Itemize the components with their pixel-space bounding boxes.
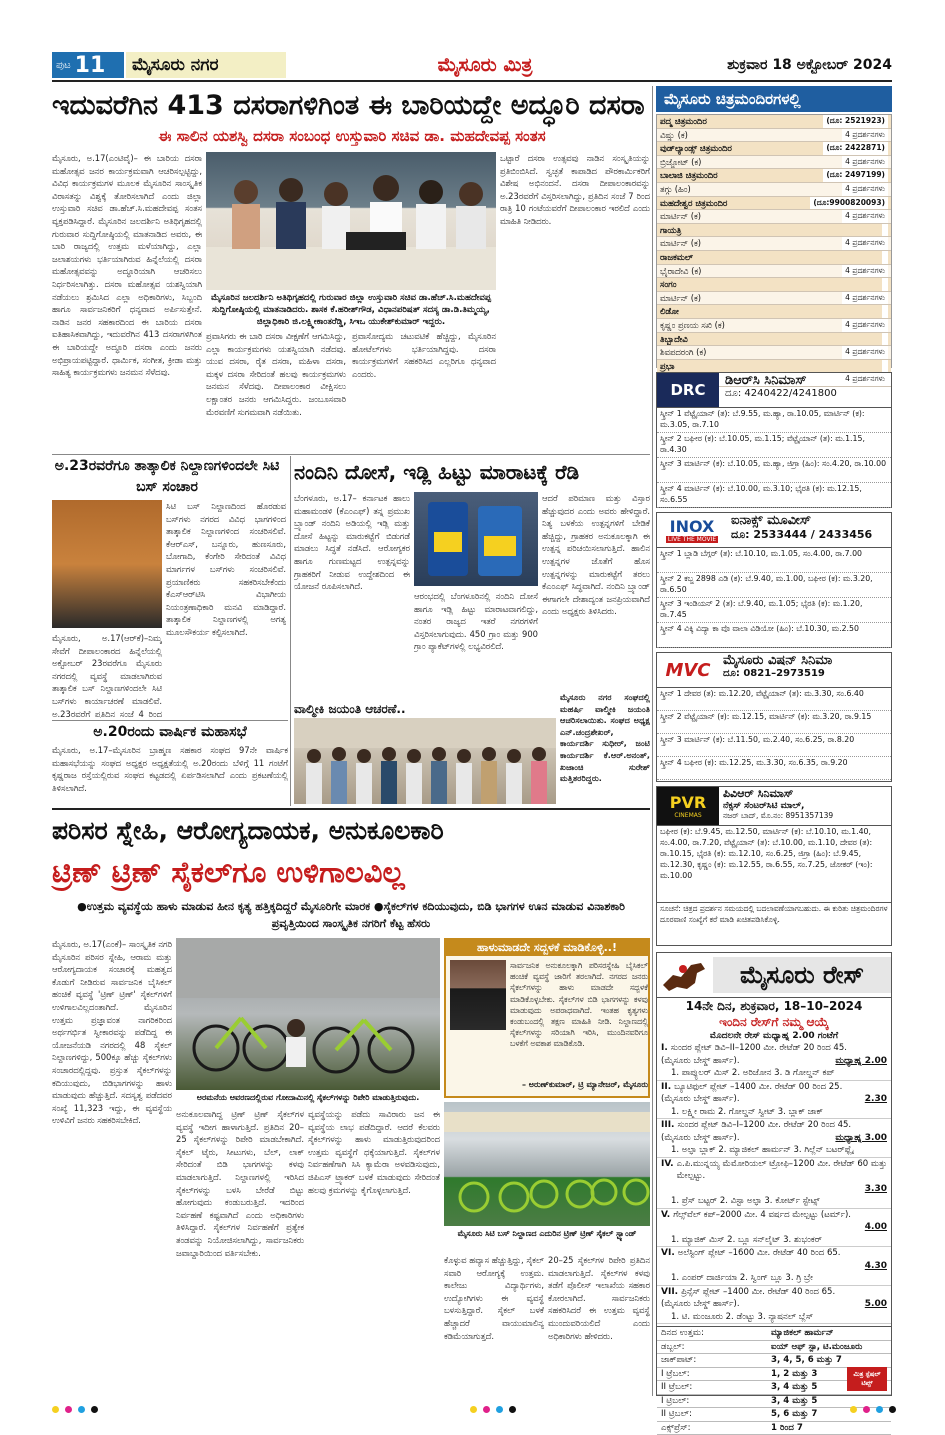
- cycle-headline-2: ಟ್ರಿಣ್ ಟ್ರಿಣ್ ಸೈಕಲ್‌ಗೂ ಉಳಿಗಾಲವಿಲ್ಲ: [52, 850, 650, 894]
- cinema-name: ಕೃಷ್ಣಂ ಪ್ರಣಯ ಸಖಿ (ಕ): [660, 319, 725, 332]
- cinema-row: [657, 305, 891, 319]
- issue-date: ಶುಕ್ರವಾರ 18 ಅಕ್ಟೋಬರ್ 2024: [640, 52, 892, 78]
- cinema-name: ಪ್ರಭಾ: [660, 360, 674, 373]
- race-sub: (ಮೈಸೂರು ಬೇಸ್ಡ್ ಹಾರ್ಸ್).: [661, 1132, 740, 1145]
- pvr-showtimes: ಬಘೀರ (ಕ): ಬೆ.9.45, ಮ.12.50, ಮಾರ್ಟಿನ್ (ಕ): ಬೆ.10.10, ಮ.1.40, ಸಂ.4.00, ರಾ.7.20, ವೆಟ್ಟೈಯಾನ್ (ತ): ಬೆ.10.00, ಮ.1.10, ದೇವರ (ತ): ರಾ.10.15, ಭೈರತಿ (ಕ): ಮ.12.10, ಸಂ.6.25, ಜಿಗ್ರಾ (ಹಿಂ): ಬೆ.9.45, ಮ.12.30, ಕೃಷ್ಣಂ (ಕ): ಮ.12.55, ರಾ.6.55, ಸಂ.7.25, ಜೋಕರ್ (ಇಂ): ಮ.10.00: [657, 826, 891, 903]
- cinema-info: (ದೂ:9900820093): [810, 197, 888, 210]
- race-summary-value: 1, 2 ಮತ್ತು 3: [771, 1368, 817, 1381]
- cinema-name: ಮಹದೇಶ್ವರ ಚಿತ್ರಮಂದಿರ: [660, 197, 727, 210]
- cinema-name: ಮಾರ್ಟಿನ್ (ಕ): [660, 237, 701, 250]
- race-pick: 1. ಪಾಪ್ಯುಲರ್ ಮಿಸ್ 2. ಅರಿಜೋನ 3. ಡಿ ಗೋಲ್ಡನ್ ಕಪ್: [661, 1067, 887, 1080]
- race-time: 5.00: [865, 1298, 887, 1311]
- group-illustration: [294, 718, 556, 804]
- bike-stand-illustration: [444, 1102, 650, 1226]
- race-number: VI.: [661, 1247, 675, 1260]
- race-entry: [657, 1081, 891, 1120]
- cinema-name: ಶಿವಪದರಂಗಿ (ಕ): [660, 346, 706, 359]
- notice-title: ಹಾಳುಮಾಡದೇ ಸದ್ಬಳಕೆ ಮಾಡಿಕೊಳ್ಳಿ..!: [446, 940, 648, 956]
- bus-column-1: ಮೈಸೂರು, ಅ.17(ಆರ್‌ಕೆ)–ನಿಮ್ಮ ಸೇವೆಗೆ ದೀಪಾಲಂಕಾರದ ಹಿನ್ನೆಲೆಯಲ್ಲಿ ಅಕ್ಟೋಬರ್ 23ರವರೆಗೂ ಮೈಸೂರು ನಗರದಲ್ಲಿ ವ್ಯವಸ್ಥೆ ಮಾಡಲಾಗಿರುವ ತಾತ್ಕಾಲಿಕ ಬಸ್ ನಿಲ್ದಾಣಗಳಿಂದಲೇ ಸಿಟಿ ಬಸ್‌ಗಳು ಕಾರ್ಯಾಚರಣೆ ಮಾಡಲಿವೆ. ಅ.23ರವರೆಗೆ ಪ್ರತಿದಿನ ಸಂಜೆ 4 ರಿಂದ: [52, 632, 162, 718]
- race-name: ಪ್ರಿನ್ಸೆಸ್ ಪ್ಲೇಟ್ –1400 ಮೀ. ರೇಟೆಡ್ 40 ರಿಂದ 65.: [681, 1286, 887, 1299]
- inox-showtimes: [657, 548, 891, 648]
- drc-show-row: ಸ್ಕ್ರೀನ್ 2 ಬಘೀರ (ಕ): ಬೆ.10.05, ಮ.1.15; ವೆಟ್ಟೈಯಾನ್ (ತ): ಮ.1.15, ರಾ.4.30: [657, 433, 891, 458]
- cinema-name: ಮಾರ್ಟಿನ್ (ಕ): [660, 210, 701, 223]
- nandini-headline: ನಂದಿನಿ ದೋಸೆ, ಇಡ್ಲಿ ಹಿಟ್ಟು ಮಾರಾಟಕ್ಕೆ ರೆಡಿ: [294, 456, 650, 488]
- drc-logo: DRC: [657, 373, 719, 407]
- registration-dots-right: [850, 1404, 896, 1414]
- bus-column-2: ಸಿಟಿ ಬಸ್ ನಿಲ್ದಾಣದಿಂದ ಹೊರಡುವ ಬಸ್‌ಗಳು ನಗರದ ವಿವಿಧ ಭಾಗಗಳಿಂದ ತಾತ್ಕಾಲಿಕ ನಿಲ್ದಾಣಗಳಿಂದ ಸಂಚರಿಸಲಿವೆ. ಕೆಆರ್‌ಎಸ್, ಬನ್ನೂರು, ಹುಣಸೂರು, ಬೋಗಾದಿ, ಕೆಂಗೇರಿ ಸೇರಿದಂತೆ ವಿವಿಧ ಮಾರ್ಗಗಳ ಬಸ್‌ಗಳು ಸಂಚರಿಸಲಿವೆ. ಪ್ರಯಾಣಿಕರು ಸಹಕರಿಸಬೇಕೆಂದು ಕೆಎಸ್‌ಆರ್‌ಟಿಸಿ ವಿಭಾಗೀಯ ನಿಯಂತ್ರಣಾಧಿಕಾರಿ ಮನವಿ ಮಾಡಿದ್ದಾರೆ. ತಾತ್ಕಾಲಿಕ ನಿಲ್ದಾಣಗಳಲ್ಲಿ ಅಗತ್ಯ ಮೂಲಸೌಕರ್ಯ ಕಲ್ಪಿಸಲಾಗಿದೆ.: [166, 500, 286, 718]
- race-first-time: ಮೊದಲನೇ ರೇಸ್ ಮಧ್ಯಾಹ್ನ 2.00 ಗಂಟೆಗೆ: [657, 1030, 891, 1042]
- cinema-info: 4 ಪ್ರದರ್ಶನಗಳು: [842, 373, 888, 386]
- mvc-show-row: ಸ್ಕ್ರೀನ್ 2 ವೆಟ್ಟೈಯಾನ್ (ಕ): ಮ.12.15, ಮಾರ್ಟಿನ್ (ಕ): ಮ.3.20, ರಾ.9.15: [657, 711, 891, 734]
- cinema-row: [657, 224, 891, 238]
- race-entry: [657, 1209, 891, 1248]
- race-number: VII.: [661, 1286, 678, 1299]
- inox-phone: ದೂ: 2533444 / 2433456: [731, 528, 891, 542]
- inox-tagline: LIVE THE MOVIE: [666, 536, 718, 543]
- repair-illustration: [176, 938, 440, 1090]
- race-time: 3.30: [865, 1183, 887, 1196]
- drc-box: [656, 372, 892, 508]
- page-label: ಪುಟ: [56, 60, 71, 71]
- cinema-row: [657, 237, 891, 251]
- cycle2-column-2: 20–25 ಸೈಕಲ್‌ಗಳ ರಿಪೇರಿ ಪ್ರತಿದಿನ ಮಾಡಲಾಗುತ್ತಿದೆ. ಸೈಕಲ್‌ಗಳ ಕಳವು ತಡೆಗೆ ಪೊಲೀಸ್ ಇಲಾಖೆಯ ಸಹಕಾರ ಕೋರಲಾಗಿದೆ. ಸಾರ್ವಜನಿಕರು ಸಹಕರಿಸಿದರೆ ಈ ಉತ್ತಮ ವ್ಯವಸ್ಥೆ ಮುಂದುವರಿಯಲಿದೆ ಎಂದು ಅಧಿಕಾರಿಗಳು ಹೇಳಿದರು.: [548, 1254, 650, 1394]
- cinema-name: ಸಂಗಂ: [660, 278, 676, 291]
- race-time: 4.30: [865, 1260, 887, 1273]
- pvr-subname: ನೆಕ್ಸಸ್ ಸೆಂಟರ್‌ಸಿಟಿ ಮಾಲ್,: [723, 801, 891, 811]
- race-summary-key: II ಟ್ರಿಬಲ್:: [661, 1408, 771, 1421]
- header-rule: [52, 80, 892, 82]
- cinema-name: ತಿಬ್ಬಾದೇವಿ: [660, 333, 688, 346]
- cycle-headline-1: ಪರಿಸರ ಸ್ನೇಹಿ, ಆರೋಗ್ಯದಾಯಕ, ಅನುಕೂಲಕಾರಿ: [52, 812, 650, 850]
- race-pick: 1. ಪ್ರೆಸ್ ಬಟ್ಟರ್ 2. ವಿಸ್ಟಾ ಅಲ್ಫಾ 3. ಕೋರ್ಟ್ ಸ್ಟೇಟ್ಸ್: [661, 1195, 887, 1208]
- race-entry-line2: [661, 1221, 887, 1234]
- race-summary-key: ಎಕ್ಸ್‌ಪ್ರೆಸ್:: [661, 1422, 771, 1435]
- divider: [52, 808, 650, 810]
- divider: [652, 86, 653, 1396]
- race-summary-key: ಜಾಕ್‌ಪಾಟ್:: [661, 1354, 771, 1367]
- cinema-info: (ದೂ: 2422871): [823, 142, 888, 155]
- dot: [91, 1406, 98, 1413]
- race-entry-line: [661, 1286, 887, 1299]
- cinema-info: 4 ಪ್ರದರ್ಶನಗಳು: [842, 319, 888, 332]
- inox-name: ಐನಾಕ್ಸ್ ಮೂವೀಸ್: [731, 513, 891, 528]
- cinema-row: [657, 115, 891, 129]
- cinema-row: [657, 251, 891, 265]
- cinema-info: [882, 333, 888, 346]
- race-summary-key: II ಟ್ರೆಬಲ್:: [661, 1381, 771, 1394]
- page-number-badge: [52, 52, 124, 78]
- cinema-name: ವುಡ್‌ಲ್ಯಾಂಡ್ಸ್ ಚಿತ್ರಮಂದಿರ: [660, 142, 732, 155]
- notice-byline: – ಅರುಣ್‌ಕುಮಾರ್, ಟ್ರಿ ಮ್ಯಾನೇಜರ್, ಮೈಸೂರು: [450, 1080, 648, 1090]
- dot: [52, 1406, 59, 1413]
- cinema-info: 4 ಪ್ರದರ್ಶನಗಳು: [842, 183, 888, 196]
- race-summary-value: 1 ರಿಂದ 7: [771, 1422, 803, 1435]
- cinema-info: 4 ಪ್ರದರ್ಶನಗಳು: [842, 265, 888, 278]
- press-meet-photo: [206, 152, 496, 290]
- race-entry-line: [661, 1209, 887, 1222]
- race-pick: 1. ಲಕ್ಷ್ಮೀ ರಾಮ 2. ಗೋಲ್ಡನ್ ಸ್ವೀಟ್ 3. ಬ್ಲಾಕ್ ಜಾಕ್: [661, 1106, 887, 1119]
- race-time: 2.30: [865, 1093, 887, 1106]
- lead-subheadline: ಈ ಸಾಲಿನ ಯಶಸ್ವಿ ದಸರಾ ಸಂಬಂಧ ಉಸ್ತುವಾರಿ ಸಚಿವ ಡಾ. ಮಹದೇವಪ್ಪ ಸಂತಸ: [52, 127, 652, 149]
- cinema-info: 4 ಪ್ರದರ್ಶನಗಳು: [842, 156, 888, 169]
- race-time: ಮಧ್ಯಾಹ್ನ 3.00: [835, 1132, 887, 1145]
- cinema-info: [882, 224, 888, 237]
- divider: [52, 454, 650, 455]
- drc-phone: ದೂ: 4240422/4241800: [725, 388, 891, 399]
- drc-showtimes: [657, 408, 891, 508]
- dot: [889, 1406, 896, 1413]
- notice-text: ಸಾರ್ವಜನಿಕ ಅನುಕೂಲಕ್ಕಾಗಿ ಪರಿಸರಸ್ನೇಹಿ ಬೈಸಿಕಲ್ ಹಂಚಿಕೆ ವ್ಯವಸ್ಥೆ ಜಾರಿಗೆ ತರಲಾಗಿದೆ. ನಗರದ ಜನರು ಸೈಕಲ್‌ಗಳನ್ನು ಹಾಳು ಮಾಡದೇ ಸದ್ಬಳಕೆ ಮಾಡಿಕೊಳ್ಳಬೇಕು. ಸೈಕಲ್‌ಗಳ ಬಿಡಿ ಭಾಗಗಳನ್ನು ಕಳವು ಮಾಡುವುದು ಅಪರಾಧವಾಗಿದೆ. ಇಂತಹ ಕೃತ್ಯಗಳು ಕಂಡುಬಂದಲ್ಲಿ ತಕ್ಷಣ ಮಾಹಿತಿ ನೀಡಿ. ನಿಲ್ದಾಣದಲ್ಲಿ ಸೈಕಲ್‌ಗಳನ್ನು ಸರಿಯಾಗಿ ಇರಿಸಿ, ಮುಂದಿನವರಿಗೂ ಬಳಕೆಗೆ ಅವಕಾಶ ಮಾಡಿಕೊಡಿ.: [510, 960, 648, 1078]
- valmiki-group-photo: [294, 718, 556, 804]
- dot: [876, 1406, 883, 1413]
- cinema-info: (ದೂ: 2521923): [823, 115, 888, 128]
- cinema-info: (ದೂ: 2497199): [823, 169, 888, 182]
- lead-headline: ಇದುವರೆಗಿನ 413 ದಸರಾಗಳಿಗಿಂತ ಈ ಬಾರಿಯದ್ದೇ ಅದ್ಧೂರಿ ದಸರಾ: [52, 86, 652, 126]
- race-summary-value: 3, 4 ಮತ್ತು 5: [771, 1381, 817, 1394]
- cinema-row: [657, 197, 891, 211]
- cinema-info: 4 ಪ್ರದರ್ಶನಗಳು: [842, 292, 888, 305]
- inox-show-row: ಸ್ಕ್ರೀನ್ 3 ಇಂಡಿಯನ್ 2 (ತ): ಬೆ.9.40, ಮ.1.05; ಭೈರತಿ (ಕ): ಮ.1.20, ರಾ.7.45: [657, 598, 891, 623]
- race-time: ಮಧ್ಯಾಹ್ನ 2.00: [835, 1055, 887, 1068]
- inox-show-row: ಸ್ಕ್ರೀನ್ 4 ವಿಕ್ಕಿ ವಿದ್ಯಾ ಕಾ ವೊ ವಾಲಾ ವಿಡಿಯೋ (ಹಿಂ): ಬೆ.10.30, ಮ.2.50: [657, 623, 891, 648]
- race-day: 14ನೇ ದಿನ, ಶುಕ್ರವಾರ, 18–10–2024: [657, 998, 891, 1014]
- bus-signboard-photo: [52, 500, 162, 628]
- mvc-show-row: ಸ್ಕ್ರೀನ್ 1 ದೇವರ (ತ): ಮ.12.20, ವೆಟ್ಟೈಯಾನ್ (ತ): ಮ.3.30, ಸಂ.6.40: [657, 688, 891, 711]
- batter-pack-illustration: [414, 492, 538, 586]
- pvr-logo-text: PVR: [670, 793, 706, 812]
- cycle-column-3: ವ್ಯವಸ್ಥೆಯನ್ನು ಪಡೆದು ಸಾವಿರಾರು ಜನ ಈ ವ್ಯವಸ್ಥೆಯ ಲಾಭ ಪಡೆದಿದ್ದಾರೆ. ಆದರೆ ಕೆಲವರು ಸೈಕಲ್‌ಗಳನ್ನು ಹಾಳು ಮಾಡುತ್ತಿರುವುದರಿಂದ ಉತ್ತಮ ವ್ಯವಸ್ಥೆಗೆ ಧಕ್ಕೆಯಾಗುತ್ತಿದೆ. ಸೈಕಲ್‌ಗಳ ನಿರ್ವಹಣೆಗಾಗಿ ಸಿಸಿ ಕ್ಯಾಮೆರಾ ಅಳವಡಿಸುವುದು, ಜಿಪಿಎಸ್ ಟ್ರ್ಯಾಕರ್ ಬಳಕೆ ಮಾಡುವುದು ಸೇರಿದಂತೆ ಹಲವು ಕ್ರಮಗಳನ್ನು ಕೈಗೊಳ್ಳಲಾಗುತ್ತಿದೆ.: [308, 1108, 440, 1394]
- pvr-box: [656, 786, 892, 946]
- cycle-stand-photo: [444, 1102, 650, 1226]
- race-number: I.: [661, 1042, 668, 1055]
- cinema-row: [657, 156, 891, 170]
- race-entry-line: [661, 1247, 887, 1260]
- inox-box: [656, 512, 892, 648]
- lead-column-3: ಪ್ರವಾಸೋದ್ಯಮ ಚಟುವಟಿಕೆ ಹೆಚ್ಚಿದ್ದು, ಮೈಸೂರಿನ ಹೋಟೆಲ್‌ಗಳು ಭರ್ತಿಯಾಗಿದ್ದವು. ದಸರಾ ಕಾರ್ಯಕ್ರಮಗಳಿಗೆ ಸಹಕರಿಸಿದ ಎಲ್ಲರಿಗೂ ಧನ್ಯವಾದ ಎಂದರು.: [352, 330, 496, 452]
- race-summary-row: [657, 1341, 891, 1355]
- cycle-repair-caption: ಅರಮನೆಯ ಆವರಣದಲ್ಲಿರುವ ಗೋದಾಮಿನಲ್ಲಿ ಸೈಕಲ್‌ಗಳನ್ನು ರಿಪೇರಿ ಮಾಡುತ್ತಿರುವುದು.: [176, 1092, 440, 1106]
- race-summary-value: 3, 4, 5, 6 ಮತ್ತು 7: [771, 1354, 842, 1367]
- press-meet-caption: ಮೈಸೂರಿನ ಜಲದರ್ಶಿನಿ ಅತಿಥಿಗೃಹದಲ್ಲಿ ಗುರುವಾರ ಜಿಲ್ಲಾ ಉಸ್ತುವಾರಿ ಸಚಿವ ಡಾ.ಹೆಚ್.ಸಿ.ಮಹದೇವಪ್ಪ ಸುದ್ದಿಗೋಷ್ಠಿಯಲ್ಲಿ ಮಾತನಾಡಿದರು. ಶಾಸಕ ಕೆ.ಹರೀಶ್‌ಗೌಡ, ವಿಧಾನಪರಿಷತ್ ಸದಸ್ಯ ಡಾ.ಡಿ.ತಿಮ್ಮಯ್ಯ, ಜಿಲ್ಲಾಧಿಕಾರಿ ಜಿ.ಲಕ್ಷ್ಮೀಕಾಂತರೆಡ್ಡಿ, ಸಿಇಒ ಯುಕೇಶ್‌ಕುಮಾರ್ ಇದ್ದರು.: [206, 292, 496, 328]
- race-entry-line2: [661, 1055, 887, 1068]
- race-entry-line: [661, 1158, 887, 1183]
- page-number: 11: [75, 53, 106, 78]
- drc-show-row: ಸ್ಕ್ರೀನ್ 4 ಮಾರ್ಟಿನ್ (ಕ): ಬೆ.10.00, ಮ.3.10; ಭೈರತಿ (ಕ): ಮ.12.15, ಸಂ.6.55: [657, 483, 891, 508]
- race-entry: [657, 1247, 891, 1286]
- cinema-name: ಭೈರಾದೇವಿ (ಕ): [660, 265, 701, 278]
- race-entry-line: [661, 1119, 887, 1132]
- race-summary-value: 5, 6 ಮತ್ತು 7: [771, 1408, 817, 1421]
- mvc-showtimes: [657, 688, 891, 780]
- race-pick: 1. ಮ್ಯಾಜಿಕ್ ಮಿಸ್ 2. ಬ್ಲೂ ಸನ್‌ಲೈಟ್ 3. ಶುಭಂಕರ್: [661, 1234, 887, 1247]
- cinema-info: [882, 251, 888, 264]
- cinema-list: [656, 114, 892, 368]
- section-name: ಮೈಸೂರು ನಗರ: [126, 52, 286, 78]
- cinema-name: ಪದ್ಮ ಚಿತ್ರಮಂದಿರ: [660, 115, 707, 128]
- race-entries: [657, 1042, 891, 1324]
- drc-show-row: ಸ್ಕ್ರೀನ್ 1 ವೆಟ್ಟೈಯಾನ್ (ತ): ಬೆ.9.55, ಮ.ಹ್ಯಾ, ರಾ.10.05, ಮಾರ್ಟಿನ್ (ಕ): ಮ.3.05, ರಾ.7.10: [657, 408, 891, 433]
- race-sub: (ಮೈಸೂರು ಬೇಸ್ಡ್ ಹಾರ್ಸ್).: [661, 1055, 740, 1068]
- special-tips-stamp: ಮಿತ್ರ ಸ್ಪೆಷಲ್ ಟಿಪ್ಸ್: [847, 1367, 887, 1391]
- pvr-logo-sub: CINEMAS: [674, 812, 701, 819]
- cinema-info: [882, 278, 888, 291]
- cinema-info: 4 ಪ್ರದರ್ಶನಗಳು: [842, 129, 888, 142]
- race-entry-line2: [661, 1093, 887, 1106]
- race-summary-value: ಮ್ಯಾಜಿಕಲ್ ಹಾರ್ಮನ್: [771, 1327, 834, 1340]
- press-meet-illustration: [206, 152, 496, 290]
- race-pick: 1. ಟಿ. ಮಂಜೂರು 2. ಡೆಂಟ್ಟು 3. ನ್ಯಾಷನಲ್ ಬ್ಲೆಸ್: [661, 1311, 887, 1324]
- cycle-deck: ●ಉತ್ತಮ ವ್ಯವಸ್ಥೆಯ ಹಾಳು ಮಾಡುವ ಹೀನ ಕೃತ್ಯ ಹತ್ತಿಕ್ಕದಿದ್ದರೆ ಮೈಸೂರಿಗೇ ಮಾರಕ ●ಸೈಕಲ್‌ಗಳ ಕದಿಯುವುದು, ಬಿಡಿ ಭಾಗಗಳ ಊನ ಮಾಡುವ ವಿನಾಶಕಾರಿ ಪ್ರವೃತ್ತಿಯಿಂದ ಸಾಂಸ್ಕೃತಿಕ ನಗರಿಗೆ ಕೆಟ್ಟ ಹೆಸರು: [52, 898, 650, 934]
- race-number: IV.: [661, 1158, 674, 1183]
- dot: [863, 1406, 870, 1413]
- mvc-phone: ದೂ: 0821–2973519: [723, 668, 891, 679]
- drc-show-row: ಸ್ಕ್ರೀನ್ 3 ಮಾರ್ಟಿನ್ (ಕ): ಬೆ.10.05, ಮ.ಹ್ಯಾ, ಜಿಗ್ರಾ (ಹಿಂ): ಸಂ.4.20, ರಾ.10.00: [657, 458, 891, 483]
- race-summary-key: I ಟ್ರೆಬಲ್:: [661, 1368, 771, 1381]
- race-entry-line: [661, 1081, 887, 1094]
- cinema-name: ಗಾಯತ್ರಿ: [660, 224, 681, 237]
- race-summary-row: [657, 1354, 891, 1368]
- cinema-row: [657, 169, 891, 183]
- agm-text: ಮೈಸೂರು, ಅ.17–ಮೈಸೂರಿನ ಬ್ರಾಹ್ಮಣ ಸಹಕಾರ ಸಂಘದ 97ನೇ ವಾರ್ಷಿಕ ಮಹಾಸಭೆಯನ್ನು ಸಂಘದ ಅಧ್ಯಕ್ಷರ ಅಧ್ಯಕ್ಷತೆಯಲ್ಲಿ ಅ.20ರಂದು ಬೆಳಿಗ್ಗೆ 11 ಗಂಟೆಗೆ ಕೃಷ್ಣರಾಜ ರಸ್ತೆಯಲ್ಲಿರುವ ಸಂಘದ ಕಟ್ಟಡದಲ್ಲಿ ಏರ್ಪಡಿಸಲಾಗಿದೆ ಎಂದು ಪ್ರಕಟಣೆಯಲ್ಲಿ ತಿಳಿಸಲಾಗಿದೆ.: [52, 744, 288, 804]
- cinema-row: [657, 346, 891, 360]
- race-box: [656, 952, 892, 1396]
- race-entry-line2: [661, 1298, 887, 1311]
- divider: [290, 456, 291, 806]
- mvc-show-row: ಸ್ಕ್ರೀನ್ 4 ಬಘೀರ (ಕ): ಮ.12.25, ಮ.3.30, ಸಂ.6.35, ರಾ.9.20: [657, 757, 891, 780]
- dot: [483, 1406, 490, 1413]
- valmiki-caption: ಮೈಸೂರು ನಗರ ಸಂಘದಲ್ಲಿ ಮಹರ್ಷಿ ವಾಲ್ಮೀಕಿ ಜಯಂತಿ ಆಚರಿಸಲಾಯಿತು. ಸಂಘದ ಅಧ್ಯಕ್ಷ ಎನ್.ಚಂದ್ರಶೇಖರ್, ಕಾರ್ಯದರ್ಶಿ ಸುಧೀರ್, ಜಂಟಿ ಕಾರ್ಯದರ್ಶಿ ಕೆ.ಆರ್.ಅನಂತ್, ಖಜಾಂಚಿ ಸುರೇಶ್ ಮತ್ತಿತರರಿದ್ದರು.: [560, 692, 650, 804]
- nandini-column-1: ಬೆಂಗಳೂರು, ಅ.17– ಕರ್ನಾಟಕ ಹಾಲು ಮಹಾಮಂಡಳಿ (ಕೆಎಂಎಫ್) ತನ್ನ ಪ್ರಮುಖ ಬ್ರ್ಯಾಂಡ್ ನಂದಿನಿ ಅಡಿಯಲ್ಲಿ ಇಡ್ಲಿ ಮತ್ತು ದೋಸೆ ಹಿಟ್ಟನ್ನು ಮಾರುಕಟ್ಟೆಗೆ ಬಿಡುಗಡೆ ಮಾಡಲು ಸಿದ್ಧತೆ ನಡೆಸಿದೆ. ಆರೋಗ್ಯಕರ ಹಾಗೂ ಗುಣಮಟ್ಟದ ಉತ್ಪನ್ನವನ್ನು ಗ್ರಾಹಕರಿಗೆ ನೀಡುವ ಉದ್ದೇಶದಿಂದ ಈ ಯೋಜನೆ ರೂಪಿಸಲಾಗಿದೆ.: [294, 492, 410, 698]
- horse-icon: [657, 955, 713, 995]
- race-summary-key: ಡಬ್ಬಲ್:: [661, 1341, 771, 1354]
- cinema-row: [657, 142, 891, 156]
- dot: [78, 1406, 85, 1413]
- race-number: II.: [661, 1081, 671, 1094]
- race-entry: [657, 1042, 891, 1081]
- race-summary-value: 3, 4 ಮತ್ತು 5: [771, 1395, 817, 1408]
- cycle-stand-caption: ಮೈಸೂರು ಸಿಟಿ ಬಸ್ ನಿಲ್ದಾಣದ ಎದುರಿನ ಟ್ರಿಣ್ ಟ್ರಿಣ್ ಸೈಕಲ್ ಸ್ಟ್ಯಾಂಡ್: [444, 1228, 650, 1252]
- race-sub: (ಮೈಸೂರು ಬೇಸ್ಡ್ ಹಾರ್ಸ್).: [661, 1298, 740, 1311]
- nandini-column-3: ಆದರೆ ಪರಿಮಾಣ ಮತ್ತು ವಿಸ್ತಾರ ಹೆಚ್ಚುವುದರ ಎಂದು ಅವರು ಹೇಳಿದ್ದಾರೆ. ನಿತ್ಯ ಬಳಕೆಯ ಉತ್ಪನ್ನಗಳಿಗೆ ಬೇಡಿಕೆ ಹೆಚ್ಚಿದ್ದು, ಗ್ರಾಹಕರ ಅನುಕೂಲಕ್ಕಾಗಿ ಈ ಉತ್ಪನ್ನ ಪರಿಚಯಿಸಲಾಗುತ್ತಿದೆ. ಹಾಲಿನ ಉತ್ಪನ್ನಗಳ ಜೊತೆಗೆ ಹೊಸ ಉತ್ಪನ್ನಗಳನ್ನು ಮಾರುಕಟ್ಟೆಗೆ ತರಲು ಕೆಎಂಎಫ್ ಸಿದ್ಧವಾಗಿದೆ. ನಂದಿನಿ ಬ್ರ್ಯಾಂಡ್ ಈಗಾಗಲೇ ದೇಶಾದ್ಯಂತ ಜನಪ್ರಿಯವಾಗಿದೆ ಎಂದು ಅಧ್ಯಕ್ಷರು ತಿಳಿಸಿದರು.: [542, 492, 650, 698]
- race-title: ಮೈಸೂರು ರೇಸ್: [713, 957, 891, 993]
- nandini-column-2: ಆರಂಭದಲ್ಲಿ ಬೆಂಗಳೂರಿನಲ್ಲಿ ನಂದಿನಿ ದೋಸೆ ಹಾಗೂ ಇಡ್ಲಿ ಹಿಟ್ಟು ಮಾರಾಟವಾಗಲಿದ್ದು, ನಂತರ ರಾಜ್ಯದ ಇತರೆ ನಗರಗಳಿಗೆ ವಿಸ್ತರಿಸಲಾಗುವುದು. 450 ಗ್ರಾಂ ಮತ್ತು 900 ಗ್ರಾಂ ಪ್ಯಾಕೆಟ್‌ಗಳಲ್ಲಿ ಲಭ್ಯವಿರಲಿದೆ.: [414, 590, 538, 698]
- cinema-name: ರಾಜಕಮಲ್: [660, 251, 693, 264]
- cinema-row: [657, 292, 891, 306]
- inox-show-row: ಸ್ಕ್ರೀನ್ 1 ಬ್ಲಾಡಿ ಬೆಗ್ಗರ್ (ತ): ಬೆ.10.10, ಮ.1.05, ಸಂ.4.00, ರಾ.7.00: [657, 548, 891, 573]
- race-number: III.: [661, 1119, 674, 1132]
- race-pick: 1. ಎಂಪರ್ ದಾರ್ಜಿಯಾ 2. ಸ್ವಿಂಗ್ ಬ್ಲೂ 3. ಗ್ರಿ ಬ್ರೇ: [661, 1272, 887, 1285]
- officer-portrait: [450, 960, 506, 1030]
- cinema-info: [882, 305, 888, 318]
- notice-box: [444, 938, 650, 1098]
- pvr-note: ಸೂಚನೆ: ಚಿತ್ರದ ಪ್ರದರ್ಶನ ಸಮಯದಲ್ಲಿ ಬದಲಾವಣೆಯಾಗಬಹುದು. ಈ ಕುರಿತು ಚಿತ್ರಮಂದಿರಗಳ ದೂರವಾಣಿ ಸಂಖ್ಯೆಗೆ ಕರೆ ಮಾಡಿ ಖಚಿತಪಡಿಸಿಕೊಳ್ಳಿ.: [657, 903, 891, 925]
- race-summary-key: I ಟ್ರಿಬಲ್:: [661, 1395, 771, 1408]
- cinema-info: 4 ಪ್ರದರ್ಶನಗಳು: [842, 346, 888, 359]
- pvr-name: ಪಿವಿಆರ್ ಸಿನಿಮಾಸ್: [723, 787, 891, 801]
- mvc-logo: MVC: [657, 653, 719, 687]
- nandini-product-photo: [414, 492, 538, 586]
- race-entry: [657, 1158, 891, 1209]
- cycle2-column-1: ಕೊಳ್ಳುವ ಹವ್ಯಾಸ ಹೆಚ್ಚುತ್ತಿದ್ದು, ಸೈಕಲ್ ಸವಾರಿ ಆರೋಗ್ಯಕ್ಕೆ ಉತ್ತಮ. ಕಾಲೇಜು ವಿದ್ಯಾರ್ಥಿಗಳು, ಉದ್ಯೋಗಿಗಳು ಈ ವ್ಯವಸ್ಥೆ ಬಳಸುತ್ತಿದ್ದಾರೆ. ಸೈಕಲ್ ಬಳಕೆ ಹೆಚ್ಚಾದರೆ ವಾಯುಮಾಲಿನ್ಯ ಕಡಿಮೆಯಾಗುತ್ತದೆ.: [444, 1254, 544, 1394]
- race-entry-line: [661, 1042, 887, 1055]
- pvr-address: ನಜರ್ ಬಾದ್, ಮೊ.ನಂ: 8951357139: [723, 811, 891, 821]
- dot: [496, 1406, 503, 1413]
- valmiki-headline: ವಾಲ್ಮೀಕಿ ಜಯಂತಿ ಆಚರಣೆ..: [294, 700, 564, 718]
- inox-logo-text: INOX: [670, 517, 715, 536]
- divider: [52, 720, 288, 721]
- lead-column-1: ಮೈಸೂರು, ಅ.17(ಎಂಟಿವೈ)– ಈ ಬಾರಿಯ ದಸರಾ ಮಹೋತ್ಸವ ಜನರ ಕಾರ್ಯಕ್ರಮವಾಗಿ ಆಚರಿಸಲ್ಪಟ್ಟಿದ್ದು, ವಿವಿಧ ಕಾರ್ಯಕ್ರಮಗಳ ಮೂಲಕ ಮೈಸೂರಿನ ಸಾಂಸ್ಕೃತಿಕ ವಿರಾಸತನ್ನು ವಿಶ್ವಕ್ಕೆ ತೋರಿಸಲಾಗಿದೆ ಎಂದು ಜಿಲ್ಲಾ ಉಸ್ತುವಾರಿ ಸಚಿವ ಡಾ.ಹೆಚ್.ಸಿ.ಮಹದೇವಪ್ಪ ಸಂತಸ ವ್ಯಕ್ತಪಡಿಸಿದ್ದಾರೆ. ಮೈಸೂರಿನ ಜಲದರ್ಶಿನಿ ಅತಿಥಿಗೃಹದಲ್ಲಿ ಗುರುವಾರ ಸುದ್ದಿಗೋಷ್ಠಿಯಲ್ಲಿ ಮಾತನಾಡಿದ ಅವರು, ಈ ಬಾರಿ ರಾಜ್ಯದಲ್ಲಿ ಉತ್ತಮ ಮಳೆಯಾಗಿದ್ದು, ಎಲ್ಲಾ ಜಲಾಶಯಗಳು ಭರ್ತಿಯಾಗಿರುವ ಹಿನ್ನೆಲೆಯಲ್ಲಿ ದಸರಾ ಮಹೋತ್ಸವವನ್ನು ಅದ್ಧೂರಿಯಾಗಿ ಆಚರಿಸಲು ನಿರ್ಧರಿಸಲಾಗಿತ್ತು. ದಸರಾ ಮಹೋತ್ಸವ ಯಶಸ್ವಿಯಾಗಿ ನಡೆಯಲು ಶ್ರಮಿಸಿದ ಎಲ್ಲಾ ಅಧಿಕಾರಿಗಳು, ಸಿಬ್ಬಂದಿ ಹಾಗೂ ಸಾರ್ವಜನಿಕರಿಗೆ ಧನ್ಯವಾದ ಅರ್ಪಿಸುತ್ತೇನೆ. ನಾಡಿನ ಜನರ ಸಹಕಾರದಿಂದ ಈ ಬಾರಿಯ ದಸರಾ ಐತಿಹಾಸಿಕವಾಗಿದ್ದು, ಇದುವರೆಗಿನ 413 ದಸರಾಗಳಿಗಿಂತ ಈ ಬಾರಿಯದ್ದೇ ಅದ್ಧೂರಿ ದಸರಾ ಎಂದು ಜನರು ಅಭಿಪ್ರಾಯಪಟ್ಟಿದ್ದಾರೆ. ಧಾರ್ಮಿಕ, ಸಂಗೀತ, ಕ್ರೀಡಾ ಮತ್ತು ಸಾಹಿತ್ಯ ಕಾರ್ಯಕ್ರಮಗಳು ಜನಮನ ಸೆಳೆದವು.: [52, 152, 202, 452]
- cinema-name: ವಿಷ್ಣು (ಕ): [660, 129, 688, 142]
- race-name: ಅಲೆಸ್ಟಿಂಗ್ ಪ್ಲೇಟ್ –1600 ಮೀ. ರೇಟೆಡ್ 40 ರಿಂದ 65.: [678, 1247, 887, 1260]
- dot: [65, 1406, 72, 1413]
- cinema-section-title: ಮೈಸೂರು ಚಿತ್ರಮಂದಿರಗಳಲ್ಲಿ: [656, 86, 892, 112]
- cinema-name: ತಗ್ಗು (ಹಿಂ): [660, 183, 691, 196]
- cinema-info: [882, 360, 888, 373]
- pvr-logo: [657, 787, 719, 825]
- inox-show-row: ಸ್ಕ್ರೀನ್ 2 ಕಬ್ಜ 2898 ಎಡಿ (ಕ): ಬೆ.9.40, ಮ.1.00, ಬಘೀರ (ಕ): ಮ.3.20, ರಾ.6.50: [657, 573, 891, 598]
- lead-column-4: ಒಟ್ಟಾರೆ ದಸರಾ ಉತ್ಸವವು ನಾಡಿನ ಸಂಸ್ಕೃತಿಯನ್ನು ಪ್ರತಿಬಿಂಬಿಸಿದೆ. ಸ್ವಚ್ಛತೆ ಕಾಪಾಡಿದ ಪೌರಕಾರ್ಮಿಕರಿಗೆ ವಿಶೇಷ ಅಭಿನಂದನೆ. ದಸರಾ ದೀಪಾಲಂಕಾರವನ್ನು ಅ.23ರವರೆಗೆ ವಿಸ್ತರಿಸಲಾಗಿದ್ದು, ಪ್ರತಿದಿನ ಸಂಜೆ 7 ರಿಂದ ರಾತ್ರಿ 10 ಗಂಟೆಯವರೆಗೆ ದೀಪಾಲಂಕಾರ ಇರಲಿದೆ ಎಂದು ಮಾಹಿತಿ ನೀಡಿದರು.: [500, 152, 650, 452]
- cinema-name: ಬಾಲಾಜಿ ಚಿತ್ರಮಂದಿರ: [660, 169, 718, 182]
- drc-name: ಡಿಆರ್‌ಸಿ ಸಿನಿಮಾಸ್: [725, 373, 891, 388]
- race-name: ಸುಂದರ ಪ್ಲೇಟ್ ಡಿವಿ–I–1200 ಮೀ. ರೇಟೆಡ್ 20 ರಿಂದ 45.: [677, 1119, 887, 1132]
- cinema-row: [657, 210, 891, 224]
- cycle-column-1: ಮೈಸೂರು, ಅ.17(ಎಂಕೆ)– ಸಾಂಸ್ಕೃತಿಕ ನಗರಿ ಮೈಸೂರಿನ ಪರಿಸರ ಸ್ನೇಹಿ, ಆರಾಮ ಮತ್ತು ಆರೋಗ್ಯದಾಯಕ ಸಂಚಾರಕ್ಕೆ ಮಹತ್ವದ ಕೊಡುಗೆ ನೀಡಿರುವ ಸಾರ್ವಜನಿಕ ಬೈಸಿಕಲ್ ಹಂಚಿಕೆ ವ್ಯವಸ್ಥೆ 'ಟ್ರಿಣ್ ಟ್ರಿಣ್' ಸೈಕಲ್‌ಗಳಿಗೆ ಉಳಿಗಾಲವಿಲ್ಲದಂತಾಗಿದೆ. ಮೈಸೂರಿನ ಉತ್ತಮ ಪ್ರಜ್ಞಾವಂತ ನಾಗರಿಕರಿಂದ ಅರ್ಥಗರ್ಭಿತ ಸ್ವೀಕಾರವನ್ನು ಪಡೆದಿದ್ದ ಈ ಯೋಜನೆಯಡಿ ನಗರದಲ್ಲಿ 48 ಸೈಕಲ್ ನಿಲ್ದಾಣಗಳಿದ್ದು, 500ಕ್ಕೂ ಹೆಚ್ಚು ಸೈಕಲ್‌ಗಳು ಸಂಚಾರದಲ್ಲಿದ್ದವು. ಪ್ರಸ್ತುತ ಸೈಕಲ್‌ಗಳನ್ನು ಕದಿಯುವುದು, ಬಿಡಿಭಾಗಗಳನ್ನು ಹಾಳು ಮಾಡುವುದು ಹೆಚ್ಚುತ್ತಿದೆ. ಸದಸ್ಯತ್ವ ಪಡೆದವರ ಸಂಖ್ಯೆ 11,323 ಇದ್ದು, ಈ ವ್ಯವಸ್ಥೆಯ ಉಳಿವಿಗೆ ಜನರು ಸಹಕರಿಸಬೇಕಿದೆ.: [52, 938, 172, 1394]
- cinema-name: ಮಾರ್ಟಿನ್ (ಕ): [660, 292, 701, 305]
- bus-headline: ಅ.23ರವರೆಗೂ ತಾತ್ಕಾಲಿಕ ನಿಲ್ದಾಣಗಳಿಂದಲೇ ಸಿಟಿ ಬಸ್ ಸಂಚಾರ: [52, 456, 282, 500]
- race-entry: [657, 1119, 891, 1158]
- race-summary-value: ಐಯ್ ಆಫ್ ಸ್ಪಾ, ಟಿ.ಮಂಜೂರು: [771, 1341, 862, 1354]
- inox-logo: [657, 513, 727, 547]
- registration-dots-left: [52, 1404, 98, 1414]
- cinema-name: ಬ್ರಿಜ್ಜೋಟ್ (ಕ): [660, 156, 701, 169]
- cinema-info: 4 ಪ್ರದರ್ಶನಗಳು: [842, 210, 888, 223]
- race-summary-key: ದಿನದ ಉತ್ತಮ:: [661, 1327, 771, 1340]
- race-name: ಬ್ಯೂಟಿಫುಲ್ ಪ್ಲೇಟ್ –1400 ಮೀ. ರೇಟೆಡ್ 00 ರಿಂದ 25.: [674, 1081, 887, 1094]
- dot: [509, 1406, 516, 1413]
- registration-dots-center: [470, 1404, 516, 1414]
- race-time: 4.00: [865, 1221, 887, 1234]
- race-entry-line2: [661, 1183, 887, 1196]
- cinema-row: [657, 278, 891, 292]
- cycle-column-2: ಅನುಕೂಲವಾಗಿದ್ದ ಟ್ರಿಣ್ ಟ್ರಿಣ್ ಸೈಕಲ್‌ಗಳ ವ್ಯವಸ್ಥೆ ಇದೀಗ ಹಾಳಾಗುತ್ತಿದೆ. ಪ್ರತಿದಿನ 20–25 ಸೈಕಲ್‌ಗಳನ್ನು ರಿಪೇರಿ ಮಾಡಬೇಕಾಗಿದೆ. ಸೈಕಲ್ ಟೈರು, ಸೀಟುಗಳು, ಬೆಲ್, ಲಾಕ್ ಸೇರಿದಂತೆ ಬಿಡಿ ಭಾಗಗಳನ್ನು ಕಳವು ಮಾಡಲಾಗುತ್ತಿದೆ. ನಿಲ್ದಾಣಗಳಲ್ಲಿ ಇರಿಸಿದ ಸೈಕಲ್‌ಗಳನ್ನು ಬಳಸಿ ಬೇರೆಡೆ ಬಿಟ್ಟು ಹೋಗುವುದು ಕಂಡುಬರುತ್ತಿದೆ. ಇದರಿಂದ ನಿರ್ವಹಣೆ ಕಷ್ಟವಾಗಿದೆ ಎಂದು ಅಧಿಕಾರಿಗಳು ತಿಳಿಸಿದ್ದಾರೆ. ಸೈಕಲ್‌ಗಳ ನಿರ್ವಹಣೆಗೆ ಪ್ರತ್ಯೇಕ ತಂಡವನ್ನು ನಿಯೋಜಿಸಲಾಗಿದ್ದು, ಸಾರ್ವಜನಿಕರು ಜವಾಬ್ದಾರಿಯಿಂದ ವರ್ತಿಸಬೇಕು.: [176, 1108, 304, 1394]
- mvc-box: [656, 652, 892, 782]
- race-name: ಎ.ಪಿ.ಮುನ್ನಯ್ಯ ಮೆಮೋರಿಯಲ್ ಟ್ರೋಫಿ–1200 ಮೀ. ರೇಟೆಡ್ 60 ಮತ್ತು ಮೇಲ್ಪಟ್ಟು.: [677, 1158, 887, 1183]
- cinema-row: [657, 183, 891, 197]
- dot: [850, 1406, 857, 1413]
- mvc-show-row: ಸ್ಕ್ರೀನ್ 3 ಮಾರ್ಟಿನ್ (ಕ): ಬೆ.11.50, ಮ.2.40, ಸಂ.6.25, ರಾ.8.20: [657, 734, 891, 757]
- agm-headline: ಅ.20ರಂದು ವಾರ್ಷಿಕ ಮಹಾಸಭೆ: [52, 722, 288, 742]
- cinema-row: [657, 265, 891, 279]
- race-sub: (ಮೈಸೂರು ಬೇಸ್ಡ್ ಹಾರ್ಸ್).: [661, 1093, 740, 1106]
- cinema-row: [657, 319, 891, 333]
- race-entry-line2: [661, 1132, 887, 1145]
- race-entry: [657, 1286, 891, 1325]
- dot: [470, 1406, 477, 1413]
- lead-column-2: ಪ್ರವಾಸಿಗರು ಈ ಬಾರಿ ದಸರಾ ವೀಕ್ಷಣೆಗೆ ಆಗಮಿಸಿದ್ದು, ಎಲ್ಲಾ ಕಾರ್ಯಕ್ರಮಗಳು ಯಶಸ್ವಿಯಾಗಿ ನಡೆದವು. ಯುವ ದಸರಾ, ರೈತ ದಸರಾ, ಮಹಿಳಾ ದಸರಾ, ಮಕ್ಕಳ ದಸರಾ ಸೇರಿದಂತೆ ಹಲವು ಕಾರ್ಯಕ್ರಮಗಳು ಜನಮನ ಸೆಳೆದವು. ದೀಪಾಲಂಕಾರ ವೀಕ್ಷಿಸಲು ಲಕ್ಷಾಂತರ ಜನರು ಆಗಮಿಸಿದ್ದರು. ಜಂಬೂಸವಾರಿ ಮೆರವಣಿಗೆ ಸುಗಮವಾಗಿ ನಡೆಯಿತು.: [206, 330, 346, 452]
- race-pick: 1. ಅಲ್ಫಾ ಬ್ಲಾಕ್ 2. ಮ್ಯಾಜಿಕಲ್ ಹಾರ್ಮನ್ 3. ಗಿಲ್ಲೆನ್ ಬಟರ್‌ಫ್ಲೈ: [661, 1144, 887, 1157]
- cinema-row: [657, 129, 891, 143]
- cycle-repair-photo: [176, 938, 440, 1090]
- mvc-name: ಮೈಸೂರು ವಿಷನ್ ಸಿನಿಮಾ: [723, 653, 891, 668]
- race-name: ಸುಂದರ ಪ್ಲೇಟ್ ಡಿವಿ–II–1200 ಮೀ. ರೇಟೆಡ್ 20 ರಿಂದ 45.: [671, 1042, 887, 1055]
- cinema-info: 4 ಪ್ರದರ್ಶನಗಳು: [842, 237, 888, 250]
- race-number: V.: [661, 1209, 670, 1222]
- cinema-row: [657, 333, 891, 347]
- race-subtitle: ಇಂದಿನ ರೇಸ್‌ಗೆ ನಮ್ಮ ಆಯ್ಕೆ: [657, 1014, 891, 1030]
- race-entry-line2: [661, 1260, 887, 1273]
- race-summary-row: [657, 1327, 891, 1341]
- newspaper-name: ಮೈಸೂರು ಮಿತ್ರ: [400, 52, 570, 78]
- cinema-name: ಲಿಡೋ: [660, 305, 679, 318]
- race-name: ಗೆಲ್ಸ್‌ವೆಲ್ ಕಪ್–2000 ಮೀ. 4 ವರ್ಷದ ಮೇಲ್ಪಟ್ಟು (ಟರ್ಮ್).: [673, 1209, 887, 1222]
